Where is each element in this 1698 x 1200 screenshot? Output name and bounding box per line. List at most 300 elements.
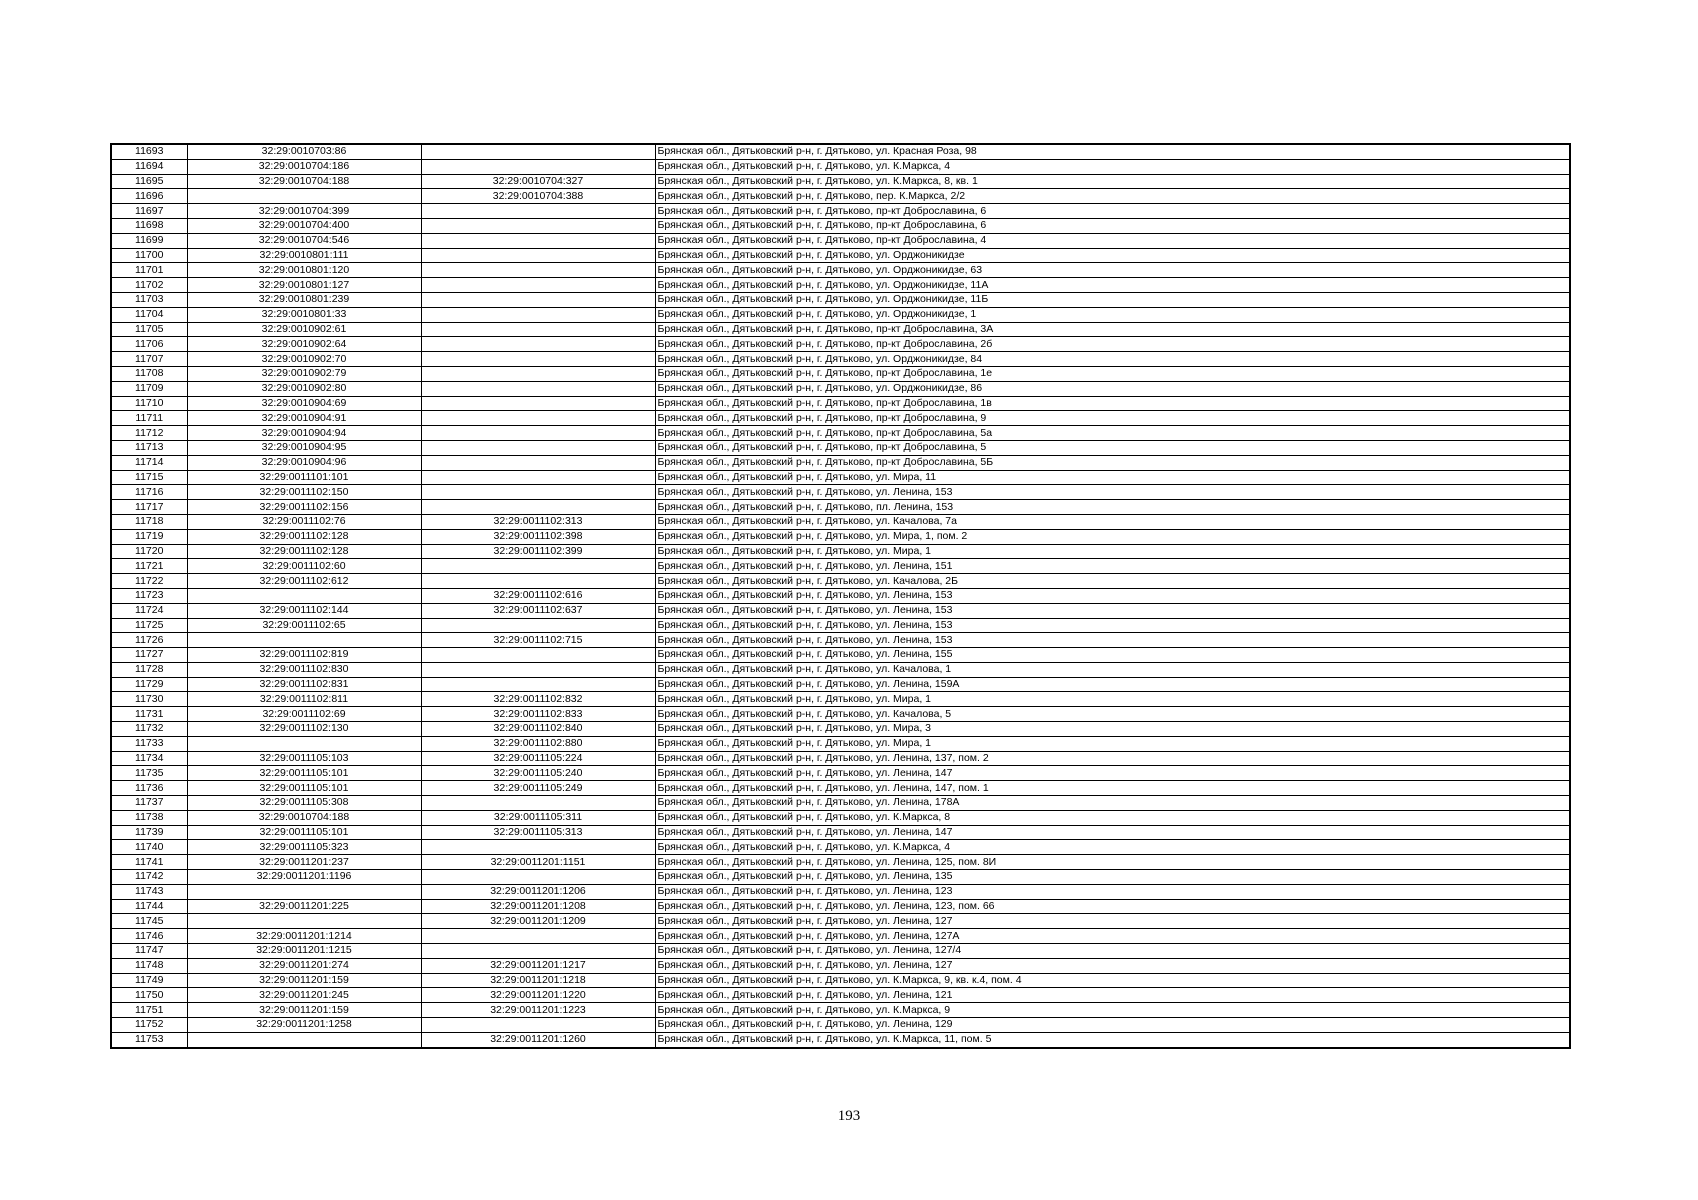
related-cadastral-number-cell: 32:29:0011105:311 xyxy=(421,810,655,825)
address-cell: Брянская обл., Дятьковский р-н, г. Дятьково, ул. Мира, 1 xyxy=(655,736,1570,751)
table-row xyxy=(111,470,1570,485)
cadastral-number-cell: 32:29:0011105:323 xyxy=(187,840,421,855)
address-cell: Брянская обл., Дятьковский р-н, г. Дятьково, ул. К.Маркса, 8 xyxy=(655,810,1570,825)
related-cadastral-number-cell xyxy=(421,218,655,233)
row-number-cell: 11702 xyxy=(111,278,187,293)
cadastral-number-cell: 32:29:0010904:91 xyxy=(187,411,421,426)
address-cell: Брянская обл., Дятьковский р-н, г. Дятьково, пл. Ленина, 153 xyxy=(655,500,1570,515)
address-cell: Брянская обл., Дятьковский р-н, г. Дятьково, пр-кт Доброславина, 9 xyxy=(655,411,1570,426)
related-cadastral-number-cell: 32:29:0011105:240 xyxy=(421,766,655,781)
row-number-cell: 11715 xyxy=(111,470,187,485)
related-cadastral-number-cell xyxy=(421,278,655,293)
address-cell: Брянская обл., Дятьковский р-н, г. Дятьково, ул. Ленина, 159А xyxy=(655,677,1570,692)
cadastral-number-cell: 32:29:0011102:612 xyxy=(187,574,421,589)
related-cadastral-number-cell xyxy=(421,796,655,811)
address-cell: Брянская обл., Дятьковский р-н, г. Дятьково, ул. Ленина, 127/4 xyxy=(655,944,1570,959)
address-cell: Брянская обл., Дятьковский р-н, г. Дятьково, пр-кт Доброславина, 3А xyxy=(655,322,1570,337)
row-number-cell: 11725 xyxy=(111,618,187,633)
row-number-cell: 11753 xyxy=(111,1032,187,1047)
row-number-cell: 11697 xyxy=(111,204,187,219)
row-number-cell: 11711 xyxy=(111,411,187,426)
related-cadastral-number-cell: 32:29:0011105:224 xyxy=(421,751,655,766)
row-number-cell: 11746 xyxy=(111,929,187,944)
table-row xyxy=(111,825,1570,840)
related-cadastral-number-cell: 32:29:0011201:1208 xyxy=(421,899,655,914)
cadastral-number-cell: 32:29:0011201:1196 xyxy=(187,870,421,885)
table-row xyxy=(111,707,1570,722)
address-cell: Брянская обл., Дятьковский р-н, г. Дятьково, пр-кт Доброславина, 1е xyxy=(655,366,1570,381)
cadastral-number-cell: 32:29:0010902:79 xyxy=(187,366,421,381)
related-cadastral-number-cell: 32:29:0011102:637 xyxy=(421,603,655,618)
cadastral-number-cell: 32:29:0011102:811 xyxy=(187,692,421,707)
row-number-cell: 11718 xyxy=(111,514,187,529)
cadastral-number-cell: 32:29:0011102:831 xyxy=(187,677,421,692)
row-number-cell: 11720 xyxy=(111,544,187,559)
row-number-cell: 11714 xyxy=(111,455,187,470)
address-cell: Брянская обл., Дятьковский р-н, г. Дятьково, ул. Ленина, 147 xyxy=(655,766,1570,781)
related-cadastral-number-cell xyxy=(421,677,655,692)
row-number-cell: 11707 xyxy=(111,352,187,367)
cadastral-number-cell: 32:29:0010704:399 xyxy=(187,204,421,219)
row-number-cell: 11743 xyxy=(111,884,187,899)
address-cell: Брянская обл., Дятьковский р-н, г. Дятьково, ул. Качалова, 1 xyxy=(655,662,1570,677)
table-row xyxy=(111,500,1570,515)
table-row xyxy=(111,973,1570,988)
cadastral-number-cell: 32:29:0011102:150 xyxy=(187,485,421,500)
related-cadastral-number-cell: 32:29:0011102:840 xyxy=(421,722,655,737)
row-number-cell: 11742 xyxy=(111,870,187,885)
related-cadastral-number-cell xyxy=(421,500,655,515)
cadastral-number-cell: 32:29:0010904:94 xyxy=(187,426,421,441)
row-number-cell: 11729 xyxy=(111,677,187,692)
registry-table xyxy=(110,143,1571,1049)
row-number-cell: 11727 xyxy=(111,648,187,663)
table-row xyxy=(111,929,1570,944)
row-number-cell: 11748 xyxy=(111,958,187,973)
table-row xyxy=(111,337,1570,352)
cadastral-number-cell: 32:29:0011105:101 xyxy=(187,781,421,796)
table-row xyxy=(111,899,1570,914)
row-number-cell: 11745 xyxy=(111,914,187,929)
address-cell: Брянская обл., Дятьковский р-н, г. Дятьково, ул. Орджоникидзе, 86 xyxy=(655,381,1570,396)
address-cell: Брянская обл., Дятьковский р-н, г. Дятьково, ул. Ленина, 151 xyxy=(655,559,1570,574)
table-row xyxy=(111,396,1570,411)
row-number-cell: 11696 xyxy=(111,189,187,204)
related-cadastral-number-cell: 32:29:0011201:1209 xyxy=(421,914,655,929)
cadastral-number-cell: 32:29:0010801:111 xyxy=(187,248,421,263)
row-number-cell: 11728 xyxy=(111,662,187,677)
address-cell: Брянская обл., Дятьковский р-н, г. Дятьково, пр-кт Доброславина, 6 xyxy=(655,204,1570,219)
address-cell: Брянская обл., Дятьковский р-н, г. Дятьково, ул. Ленина, 153 xyxy=(655,618,1570,633)
related-cadastral-number-cell: 32:29:0011102:833 xyxy=(421,707,655,722)
related-cadastral-number-cell xyxy=(421,440,655,455)
address-cell: Брянская обл., Дятьковский р-н, г. Дятьково, ул. Ленина, 121 xyxy=(655,988,1570,1003)
cadastral-number-cell: 32:29:0010904:69 xyxy=(187,396,421,411)
table-row xyxy=(111,840,1570,855)
related-cadastral-number-cell: 32:29:0011102:880 xyxy=(421,736,655,751)
related-cadastral-number-cell xyxy=(421,411,655,426)
address-cell: Брянская обл., Дятьковский р-н, г. Дятьково, ул. Орджоникидзе, 63 xyxy=(655,263,1570,278)
cadastral-number-cell: 32:29:0011105:101 xyxy=(187,825,421,840)
cadastral-number-cell xyxy=(187,189,421,204)
address-cell: Брянская обл., Дятьковский р-н, г. Дятьково, ул. К.Маркса, 9, кв. к.4, пом. 4 xyxy=(655,973,1570,988)
address-cell: Брянская обл., Дятьковский р-н, г. Дятьково, ул. Качалова, 5 xyxy=(655,707,1570,722)
table-row xyxy=(111,352,1570,367)
row-number-cell: 11747 xyxy=(111,944,187,959)
row-number-cell: 11705 xyxy=(111,322,187,337)
related-cadastral-number-cell: 32:29:0011105:249 xyxy=(421,781,655,796)
cadastral-number-cell xyxy=(187,633,421,648)
address-cell: Брянская обл., Дятьковский р-н, г. Дятьково, ул. Ленина, 135 xyxy=(655,870,1570,885)
address-cell: Брянская обл., Дятьковский р-н, г. Дятьково, ул. Ленина, 153 xyxy=(655,603,1570,618)
cadastral-number-cell: 32:29:0011201:159 xyxy=(187,1003,421,1018)
row-number-cell: 11700 xyxy=(111,248,187,263)
cadastral-number-cell: 32:29:0011102:156 xyxy=(187,500,421,515)
address-cell: Брянская обл., Дятьковский р-н, г. Дятьково, ул. К.Маркса, 11, пом. 5 xyxy=(655,1032,1570,1047)
row-number-cell: 11701 xyxy=(111,263,187,278)
address-cell: Брянская обл., Дятьковский р-н, г. Дятьково, ул. Качалова, 7а xyxy=(655,514,1570,529)
table-row xyxy=(111,411,1570,426)
related-cadastral-number-cell xyxy=(421,455,655,470)
cadastral-number-cell: 32:29:0010704:186 xyxy=(187,159,421,174)
related-cadastral-number-cell xyxy=(421,574,655,589)
row-number-cell: 11751 xyxy=(111,1003,187,1018)
row-number-cell: 11703 xyxy=(111,292,187,307)
address-cell: Брянская обл., Дятьковский р-н, г. Дятьково, ул. Качалова, 2Б xyxy=(655,574,1570,589)
row-number-cell: 11722 xyxy=(111,574,187,589)
table-row xyxy=(111,1003,1570,1018)
cadastral-number-cell: 32:29:0011102:130 xyxy=(187,722,421,737)
address-cell: Брянская обл., Дятьковский р-н, г. Дятьково, ул. Ленина, 127 xyxy=(655,958,1570,973)
address-cell: Брянская обл., Дятьковский р-н, г. Дятьково, ул. Мира, 1 xyxy=(655,544,1570,559)
row-number-cell: 11732 xyxy=(111,722,187,737)
address-cell: Брянская обл., Дятьковский р-н, г. Дятьково, ул. Ленина, 137, пом. 2 xyxy=(655,751,1570,766)
cadastral-number-cell: 32:29:0011102:76 xyxy=(187,514,421,529)
address-cell: Брянская обл., Дятьковский р-н, г. Дятьково, ул. Орджоникидзе, 11Б xyxy=(655,292,1570,307)
table-row xyxy=(111,692,1570,707)
cadastral-number-cell: 32:29:0010801:127 xyxy=(187,278,421,293)
related-cadastral-number-cell xyxy=(421,1018,655,1033)
related-cadastral-number-cell: 32:29:0011201:1218 xyxy=(421,973,655,988)
related-cadastral-number-cell: 32:29:0011201:1151 xyxy=(421,855,655,870)
table-row xyxy=(111,440,1570,455)
related-cadastral-number-cell xyxy=(421,840,655,855)
address-cell: Брянская обл., Дятьковский р-н, г. Дятьково, пр-кт Доброславина, 5 xyxy=(655,440,1570,455)
related-cadastral-number-cell xyxy=(421,292,655,307)
related-cadastral-number-cell xyxy=(421,248,655,263)
table-row xyxy=(111,144,1570,159)
related-cadastral-number-cell xyxy=(421,944,655,959)
related-cadastral-number-cell: 32:29:0011201:1223 xyxy=(421,1003,655,1018)
row-number-cell: 11724 xyxy=(111,603,187,618)
row-number-cell: 11752 xyxy=(111,1018,187,1033)
table-row xyxy=(111,588,1570,603)
related-cadastral-number-cell xyxy=(421,366,655,381)
related-cadastral-number-cell: 32:29:0011102:398 xyxy=(421,529,655,544)
address-cell: Брянская обл., Дятьковский р-н, г. Дятьково, ул. Ленина, 123 xyxy=(655,884,1570,899)
cadastral-number-cell: 32:29:0011105:101 xyxy=(187,766,421,781)
cadastral-number-cell: 32:29:0011102:60 xyxy=(187,559,421,574)
row-number-cell: 11741 xyxy=(111,855,187,870)
cadastral-number-cell: 32:29:0010704:400 xyxy=(187,218,421,233)
cadastral-number-cell: 32:29:0010902:61 xyxy=(187,322,421,337)
cadastral-number-cell: 32:29:0010704:188 xyxy=(187,174,421,189)
related-cadastral-number-cell xyxy=(421,144,655,159)
address-cell: Брянская обл., Дятьковский р-н, г. Дятьково, ул. Ленина, 155 xyxy=(655,648,1570,663)
cadastral-number-cell: 32:29:0010902:64 xyxy=(187,337,421,352)
address-cell: Брянская обл., Дятьковский р-н, г. Дятьково, ул. К.Маркса, 4 xyxy=(655,159,1570,174)
related-cadastral-number-cell: 32:29:0010704:388 xyxy=(421,189,655,204)
related-cadastral-number-cell: 32:29:0011102:832 xyxy=(421,692,655,707)
related-cadastral-number-cell xyxy=(421,618,655,633)
address-cell: Брянская обл., Дятьковский р-н, г. Дятьково, ул. Ленина, 153 xyxy=(655,633,1570,648)
table-row xyxy=(111,307,1570,322)
registry-table-body xyxy=(111,144,1570,1048)
address-cell: Брянская обл., Дятьковский р-н, г. Дятьково, ул. Ленина, 147, пом. 1 xyxy=(655,781,1570,796)
related-cadastral-number-cell xyxy=(421,426,655,441)
table-row xyxy=(111,559,1570,574)
related-cadastral-number-cell: 32:29:0011105:313 xyxy=(421,825,655,840)
related-cadastral-number-cell xyxy=(421,470,655,485)
cadastral-number-cell: 32:29:0011105:308 xyxy=(187,796,421,811)
address-cell: Брянская обл., Дятьковский р-н, г. Дятьково, ул. К.Маркса, 9 xyxy=(655,1003,1570,1018)
cadastral-number-cell: 32:29:0011102:128 xyxy=(187,529,421,544)
cadastral-number-cell: 32:29:0011201:245 xyxy=(187,988,421,1003)
cadastral-number-cell: 32:29:0011201:237 xyxy=(187,855,421,870)
table-row xyxy=(111,292,1570,307)
table-row xyxy=(111,677,1570,692)
table-row xyxy=(111,218,1570,233)
cadastral-number-cell: 32:29:0010904:96 xyxy=(187,455,421,470)
address-cell: Брянская обл., Дятьковский р-н, г. Дятьково, ул. Мира, 3 xyxy=(655,722,1570,737)
cadastral-number-cell: 32:29:0011102:830 xyxy=(187,662,421,677)
related-cadastral-number-cell xyxy=(421,559,655,574)
row-number-cell: 11749 xyxy=(111,973,187,988)
address-cell: Брянская обл., Дятьковский р-н, г. Дятьково, пр-кт Доброславина, 6 xyxy=(655,218,1570,233)
row-number-cell: 11710 xyxy=(111,396,187,411)
row-number-cell: 11730 xyxy=(111,692,187,707)
related-cadastral-number-cell xyxy=(421,322,655,337)
cadastral-number-cell: 32:29:0011201:159 xyxy=(187,973,421,988)
cadastral-number-cell: 32:29:0011201:1258 xyxy=(187,1018,421,1033)
table-row xyxy=(111,248,1570,263)
table-row xyxy=(111,322,1570,337)
table-row xyxy=(111,278,1570,293)
table-row xyxy=(111,751,1570,766)
table-row xyxy=(111,736,1570,751)
row-number-cell: 11704 xyxy=(111,307,187,322)
cadastral-number-cell xyxy=(187,1032,421,1047)
related-cadastral-number-cell: 32:29:0011201:1260 xyxy=(421,1032,655,1047)
cadastral-number-cell: 32:29:0011102:819 xyxy=(187,648,421,663)
related-cadastral-number-cell xyxy=(421,648,655,663)
table-row xyxy=(111,574,1570,589)
related-cadastral-number-cell xyxy=(421,352,655,367)
address-cell: Брянская обл., Дятьковский р-н, г. Дятьково, ул. Ленина, 127 xyxy=(655,914,1570,929)
address-cell: Брянская обл., Дятьковский р-н, г. Дятьково, ул. Мира, 11 xyxy=(655,470,1570,485)
cadastral-number-cell: 32:29:0010904:95 xyxy=(187,440,421,455)
cadastral-number-cell xyxy=(187,588,421,603)
row-number-cell: 11695 xyxy=(111,174,187,189)
cadastral-number-cell: 32:29:0010704:188 xyxy=(187,810,421,825)
table-row xyxy=(111,648,1570,663)
table-row xyxy=(111,174,1570,189)
cadastral-number-cell: 32:29:0010902:80 xyxy=(187,381,421,396)
address-cell: Брянская обл., Дятьковский р-н, г. Дятьково, ул. Орджоникидзе, 84 xyxy=(655,352,1570,367)
row-number-cell: 11719 xyxy=(111,529,187,544)
row-number-cell: 11709 xyxy=(111,381,187,396)
related-cadastral-number-cell: 32:29:0011102:399 xyxy=(421,544,655,559)
table-row xyxy=(111,529,1570,544)
row-number-cell: 11740 xyxy=(111,840,187,855)
cadastral-number-cell: 32:29:0010801:33 xyxy=(187,307,421,322)
cadastral-number-cell: 32:29:0010704:546 xyxy=(187,233,421,248)
address-cell: Брянская обл., Дятьковский р-н, г. Дятьково, ул. Мира, 1, пом. 2 xyxy=(655,529,1570,544)
address-cell: Брянская обл., Дятьковский р-н, г. Дятьково, ул. Ленина, 153 xyxy=(655,588,1570,603)
cadastral-number-cell xyxy=(187,884,421,899)
row-number-cell: 11744 xyxy=(111,899,187,914)
related-cadastral-number-cell xyxy=(421,381,655,396)
related-cadastral-number-cell xyxy=(421,263,655,278)
row-number-cell: 11708 xyxy=(111,366,187,381)
table-row xyxy=(111,870,1570,885)
row-number-cell: 11726 xyxy=(111,633,187,648)
row-number-cell: 11723 xyxy=(111,588,187,603)
address-cell: Брянская обл., Дятьковский р-н, г. Дятьково, ул. Орджоникидзе xyxy=(655,248,1570,263)
row-number-cell: 11731 xyxy=(111,707,187,722)
related-cadastral-number-cell xyxy=(421,662,655,677)
table-row xyxy=(111,618,1570,633)
related-cadastral-number-cell xyxy=(421,204,655,219)
table-row xyxy=(111,1032,1570,1047)
row-number-cell: 11716 xyxy=(111,485,187,500)
related-cadastral-number-cell: 32:29:0011102:715 xyxy=(421,633,655,648)
cadastral-number-cell: 32:29:0011201:1215 xyxy=(187,944,421,959)
related-cadastral-number-cell xyxy=(421,307,655,322)
table-row xyxy=(111,455,1570,470)
related-cadastral-number-cell: 32:29:0010704:327 xyxy=(421,174,655,189)
table-row xyxy=(111,988,1570,1003)
address-cell: Брянская обл., Дятьковский р-н, г. Дятьково, пр-кт Доброславина, 5а xyxy=(655,426,1570,441)
cadastral-number-cell: 32:29:0011201:225 xyxy=(187,899,421,914)
table-row xyxy=(111,603,1570,618)
table-row xyxy=(111,810,1570,825)
table-row xyxy=(111,159,1570,174)
cadastral-number-cell: 32:29:0011101:101 xyxy=(187,470,421,485)
related-cadastral-number-cell: 32:29:0011201:1217 xyxy=(421,958,655,973)
table-row xyxy=(111,944,1570,959)
related-cadastral-number-cell: 32:29:0011201:1220 xyxy=(421,988,655,1003)
table-row xyxy=(111,381,1570,396)
table-row xyxy=(111,544,1570,559)
address-cell: Брянская обл., Дятьковский р-н, г. Дятьково, ул. Ленина, 123, пом. 66 xyxy=(655,899,1570,914)
related-cadastral-number-cell: 32:29:0011201:1206 xyxy=(421,884,655,899)
cadastral-number-cell: 32:29:0011102:69 xyxy=(187,707,421,722)
page-number: 193 xyxy=(837,1108,861,1124)
table-row xyxy=(111,366,1570,381)
address-cell: Брянская обл., Дятьковский р-н, г. Дятьково, ул. Ленина, 127А xyxy=(655,929,1570,944)
row-number-cell: 11721 xyxy=(111,559,187,574)
address-cell: Брянская обл., Дятьковский р-н, г. Дятьково, пер. К.Маркса, 2/2 xyxy=(655,189,1570,204)
cadastral-number-cell: 32:29:0010801:120 xyxy=(187,263,421,278)
related-cadastral-number-cell xyxy=(421,337,655,352)
row-number-cell: 11699 xyxy=(111,233,187,248)
table-row xyxy=(111,781,1570,796)
address-cell: Брянская обл., Дятьковский р-н, г. Дятьково, ул. Ленина, 147 xyxy=(655,825,1570,840)
row-number-cell: 11712 xyxy=(111,426,187,441)
table-row xyxy=(111,514,1570,529)
table-row xyxy=(111,766,1570,781)
address-cell: Брянская обл., Дятьковский р-н, г. Дятьково, пр-кт Доброславина, 2б xyxy=(655,337,1570,352)
table-row xyxy=(111,233,1570,248)
cadastral-number-cell: 32:29:0011201:1214 xyxy=(187,929,421,944)
address-cell: Брянская обл., Дятьковский р-н, г. Дятьково, пр-кт Доброславина, 5Б xyxy=(655,455,1570,470)
address-cell: Брянская обл., Дятьковский р-н, г. Дятьково, ул. Красная Роза, 98 xyxy=(655,144,1570,159)
table-row xyxy=(111,204,1570,219)
address-cell: Брянская обл., Дятьковский р-н, г. Дятьково, ул. Мира, 1 xyxy=(655,692,1570,707)
row-number-cell: 11750 xyxy=(111,988,187,1003)
table-row xyxy=(111,662,1570,677)
related-cadastral-number-cell xyxy=(421,233,655,248)
address-cell: Брянская обл., Дятьковский р-н, г. Дятьково, ул. Орджоникидзе, 1 xyxy=(655,307,1570,322)
address-cell: Брянская обл., Дятьковский р-н, г. Дятьково, пр-кт Доброславина, 4 xyxy=(655,233,1570,248)
table-row xyxy=(111,855,1570,870)
address-cell: Брянская обл., Дятьковский р-н, г. Дятьково, ул. К.Маркса, 4 xyxy=(655,840,1570,855)
cadastral-number-cell: 32:29:0011102:144 xyxy=(187,603,421,618)
address-cell: Брянская обл., Дятьковский р-н, г. Дятьково, пр-кт Доброславина, 1в xyxy=(655,396,1570,411)
table-row xyxy=(111,263,1570,278)
table-row xyxy=(111,722,1570,737)
row-number-cell: 11706 xyxy=(111,337,187,352)
address-cell: Брянская обл., Дятьковский р-н, г. Дятьково, ул. Ленина, 125, пом. 8И xyxy=(655,855,1570,870)
table-row xyxy=(111,1018,1570,1033)
cadastral-number-cell xyxy=(187,736,421,751)
address-cell: Брянская обл., Дятьковский р-н, г. Дятьково, ул. Ленина, 129 xyxy=(655,1018,1570,1033)
cadastral-number-cell: 32:29:0011105:103 xyxy=(187,751,421,766)
address-cell: Брянская обл., Дятьковский р-н, г. Дятьково, ул. Ленина, 153 xyxy=(655,485,1570,500)
table-row xyxy=(111,633,1570,648)
cadastral-number-cell: 32:29:0010902:70 xyxy=(187,352,421,367)
cadastral-number-cell: 32:29:0011102:128 xyxy=(187,544,421,559)
table-row xyxy=(111,958,1570,973)
address-cell: Брянская обл., Дятьковский р-н, г. Дятьково, ул. Орджоникидзе, 11А xyxy=(655,278,1570,293)
related-cadastral-number-cell: 32:29:0011102:616 xyxy=(421,588,655,603)
row-number-cell: 11737 xyxy=(111,796,187,811)
cadastral-number-cell: 32:29:0010703:86 xyxy=(187,144,421,159)
address-cell: Брянская обл., Дятьковский р-н, г. Дятьково, ул. К.Маркса, 8, кв. 1 xyxy=(655,174,1570,189)
row-number-cell: 11733 xyxy=(111,736,187,751)
table-row xyxy=(111,189,1570,204)
table-row xyxy=(111,796,1570,811)
table-row xyxy=(111,914,1570,929)
row-number-cell: 11698 xyxy=(111,218,187,233)
cadastral-number-cell: 32:29:0011102:65 xyxy=(187,618,421,633)
table-row xyxy=(111,884,1570,899)
related-cadastral-number-cell xyxy=(421,159,655,174)
row-number-cell: 11739 xyxy=(111,825,187,840)
row-number-cell: 11738 xyxy=(111,810,187,825)
related-cadastral-number-cell xyxy=(421,396,655,411)
row-number-cell: 11694 xyxy=(111,159,187,174)
related-cadastral-number-cell xyxy=(421,929,655,944)
address-cell: Брянская обл., Дятьковский р-н, г. Дятьково, ул. Ленина, 178А xyxy=(655,796,1570,811)
row-number-cell: 11735 xyxy=(111,766,187,781)
cadastral-number-cell: 32:29:0010801:239 xyxy=(187,292,421,307)
cadastral-number-cell xyxy=(187,914,421,929)
related-cadastral-number-cell: 32:29:0011102:313 xyxy=(421,514,655,529)
table-row xyxy=(111,485,1570,500)
row-number-cell: 11717 xyxy=(111,500,187,515)
